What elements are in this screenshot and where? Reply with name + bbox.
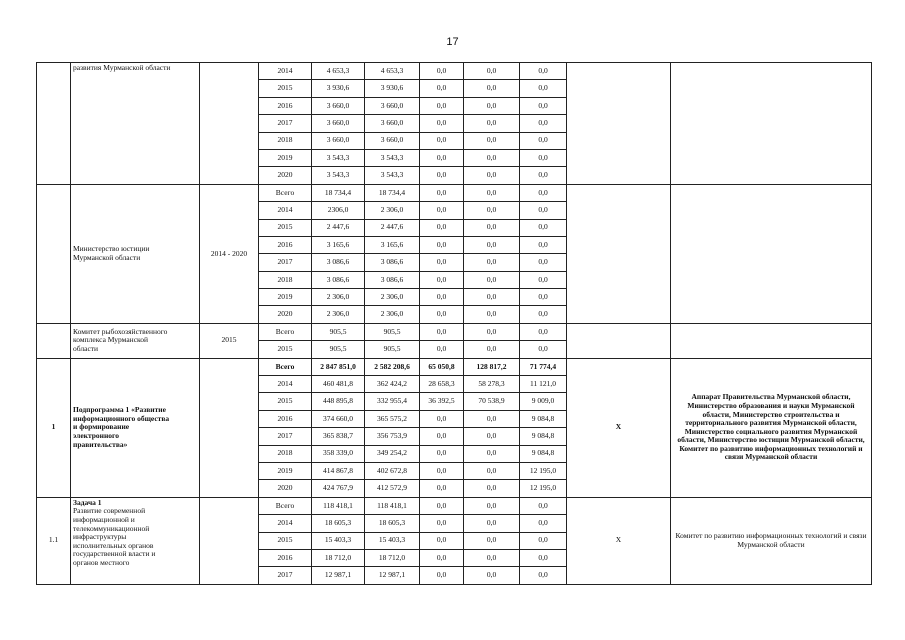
regional-cell: 412 572,9 — [365, 480, 420, 497]
other-cell: 0,0 — [520, 167, 567, 184]
section-number — [37, 63, 71, 185]
regional-cell: 3 660,0 — [365, 115, 420, 132]
regional-cell: 905,5 — [365, 341, 420, 358]
total-cell: 2306,0 — [312, 202, 365, 219]
total-cell: 374 660,0 — [312, 410, 365, 427]
section-subject — [71, 497, 200, 584]
federal-cell: 0,0 — [420, 462, 464, 479]
subject-line: органов местного — [73, 557, 130, 567]
federal-cell: 0,0 — [420, 115, 464, 132]
other-cell: 0,0 — [520, 132, 567, 149]
total-cell: 3 543,3 — [312, 149, 365, 166]
subject-line: Комитет рыбохозяйственного — [73, 326, 168, 336]
section-executor: Комитет по развитию информационных технологий и связи Мурманской области — [671, 497, 872, 584]
federal-cell: 0,0 — [420, 219, 464, 236]
local-cell: 0,0 — [464, 445, 520, 462]
regional-cell: 2 306,0 — [365, 289, 420, 306]
year-cell: 2014 — [259, 63, 312, 80]
local-cell: 0,0 — [464, 63, 520, 80]
other-cell: 0,0 — [520, 515, 567, 532]
total-cell: 2 306,0 — [312, 289, 365, 306]
other-cell: 0,0 — [520, 115, 567, 132]
regional-cell: 3 660,0 — [365, 132, 420, 149]
total-cell: 118 418,1 — [312, 497, 365, 514]
year-cell: 2015 — [259, 80, 312, 97]
section-period — [200, 358, 259, 497]
year-cell: 2019 — [259, 462, 312, 479]
regional-cell: 15 403,3 — [365, 532, 420, 549]
local-cell: 0,0 — [464, 289, 520, 306]
local-cell: 0,0 — [464, 497, 520, 514]
table-row — [37, 323, 872, 340]
other-cell: 0,0 — [520, 97, 567, 114]
federal-cell: 0,0 — [420, 445, 464, 462]
year-cell: 2014 — [259, 515, 312, 532]
other-cell: 12 195,0 — [520, 462, 567, 479]
federal-cell: 0,0 — [420, 289, 464, 306]
section-period — [200, 497, 259, 584]
local-cell: 0,0 — [464, 202, 520, 219]
local-cell: 58 278,3 — [464, 376, 520, 393]
subject-line: электронного — [73, 431, 120, 440]
year-cell: 2016 — [259, 410, 312, 427]
federal-cell: 0,0 — [420, 63, 464, 80]
regional-cell: 3 660,0 — [365, 97, 420, 114]
section-number — [37, 323, 71, 358]
section-number: 1 — [37, 358, 71, 497]
total-cell: 3 660,0 — [312, 132, 365, 149]
total-cell: 414 867,8 — [312, 462, 365, 479]
other-cell: 0,0 — [520, 219, 567, 236]
section-subject — [71, 323, 200, 358]
subject-line: Мурманской области — [73, 252, 141, 262]
year-cell: 2017 — [259, 567, 312, 584]
subject-line: области — [73, 344, 99, 354]
section-subject — [71, 184, 200, 323]
other-cell: 0,0 — [520, 341, 567, 358]
other-cell: 9 084,8 — [520, 410, 567, 427]
subject-line: инфраструктуры — [73, 532, 127, 542]
other-cell: 0,0 — [520, 289, 567, 306]
section-executor — [671, 63, 872, 185]
regional-cell: 4 653,3 — [365, 63, 420, 80]
regional-cell: 18 734,4 — [365, 184, 420, 201]
regional-cell: 3 165,6 — [365, 236, 420, 253]
other-cell: 0,0 — [520, 202, 567, 219]
year-cell: 2016 — [259, 97, 312, 114]
budget-table — [36, 62, 872, 585]
total-cell: 3 543,3 — [312, 167, 365, 184]
section-executor: Аппарат Правительства Мурманской области, Министерство образования и науки Мурманской области, Министерство строительства и территориального развития Мурманской области, Министерство социального развития Мурманской области, Министерство юстиции Мурманской области, Комитет по развитию информационных технологий и связи Мурманской области — [671, 358, 872, 497]
subject-line: исполнительных органов — [73, 540, 154, 550]
subject-line: правительства» — [73, 439, 128, 449]
federal-cell: 65 050,8 — [420, 358, 464, 375]
section-executor — [671, 323, 872, 358]
year-cell: Всего — [259, 497, 312, 514]
total-cell: 12 987,1 — [312, 567, 365, 584]
local-cell: 0,0 — [464, 115, 520, 132]
local-cell: 0,0 — [464, 149, 520, 166]
year-cell: 2018 — [259, 445, 312, 462]
year-cell: 2018 — [259, 132, 312, 149]
federal-cell: 36 392,5 — [420, 393, 464, 410]
federal-cell: 0,0 — [420, 80, 464, 97]
total-cell: 905,5 — [312, 323, 365, 340]
total-cell: 3 165,6 — [312, 236, 365, 253]
section-period — [200, 63, 259, 185]
other-cell: 0,0 — [520, 184, 567, 201]
year-cell: 2020 — [259, 167, 312, 184]
other-cell: 0,0 — [520, 149, 567, 166]
subject-line: телекоммуникационной — [73, 523, 150, 533]
table-row — [37, 358, 872, 375]
local-cell: 128 817,2 — [464, 358, 520, 375]
year-cell: 2014 — [259, 202, 312, 219]
year-cell: 2015 — [259, 532, 312, 549]
regional-cell: 402 672,8 — [365, 462, 420, 479]
section-period: 2014 - 2020 — [200, 184, 259, 323]
total-cell: 4 653,3 — [312, 63, 365, 80]
regional-cell: 2 582 208,6 — [365, 358, 420, 375]
regional-cell: 365 575,2 — [365, 410, 420, 427]
regional-cell: 2 306,0 — [365, 202, 420, 219]
regional-cell: 2 447,6 — [365, 219, 420, 236]
year-cell: 2015 — [259, 219, 312, 236]
federal-cell: 0,0 — [420, 184, 464, 201]
total-cell: 2 847 851,0 — [312, 358, 365, 375]
section-period: 2015 — [200, 323, 259, 358]
subject-line: комплекса Мурманской — [73, 335, 149, 345]
other-cell: 12 195,0 — [520, 480, 567, 497]
subject-line: Министерство юстиции — [73, 244, 150, 254]
other-cell: 0,0 — [520, 323, 567, 340]
other-cell: 0,0 — [520, 306, 567, 323]
year-cell: 2019 — [259, 149, 312, 166]
subject-line: Развитие современной — [73, 506, 146, 516]
total-cell: 3 930,6 — [312, 80, 365, 97]
year-cell: 2014 — [259, 376, 312, 393]
year-cell: Всего — [259, 323, 312, 340]
federal-cell: 0,0 — [420, 428, 464, 445]
local-cell: 0,0 — [464, 323, 520, 340]
local-cell: 0,0 — [464, 410, 520, 427]
other-cell: 0,0 — [520, 497, 567, 514]
local-cell: 0,0 — [464, 532, 520, 549]
other-cell: 0,0 — [520, 549, 567, 566]
total-cell: 448 895,8 — [312, 393, 365, 410]
federal-cell: 0,0 — [420, 202, 464, 219]
local-cell: 0,0 — [464, 462, 520, 479]
other-cell: 0,0 — [520, 271, 567, 288]
section-subject — [71, 63, 200, 185]
subject-line: Задача 1 — [73, 497, 102, 507]
total-cell: 3 086,6 — [312, 271, 365, 288]
year-cell: 2017 — [259, 115, 312, 132]
regional-cell: 905,5 — [365, 323, 420, 340]
year-cell: Всего — [259, 184, 312, 201]
local-cell: 0,0 — [464, 236, 520, 253]
other-cell: 0,0 — [520, 80, 567, 97]
local-cell: 0,0 — [464, 341, 520, 358]
federal-cell: 28 658,3 — [420, 376, 464, 393]
regional-cell: 12 987,1 — [365, 567, 420, 584]
year-cell: 2016 — [259, 549, 312, 566]
regional-cell: 332 955,4 — [365, 393, 420, 410]
local-cell: 0,0 — [464, 132, 520, 149]
section-number — [37, 184, 71, 323]
year-cell: 2018 — [259, 271, 312, 288]
federal-cell: 0,0 — [420, 306, 464, 323]
total-cell: 365 838,7 — [312, 428, 365, 445]
federal-cell: 0,0 — [420, 480, 464, 497]
section-mark — [567, 63, 671, 185]
subject-line: и формирование — [73, 422, 130, 432]
local-cell: 0,0 — [464, 167, 520, 184]
subject-line: государственной власти и — [73, 549, 156, 559]
federal-cell: 0,0 — [420, 97, 464, 114]
local-cell: 0,0 — [464, 428, 520, 445]
total-cell: 2 447,6 — [312, 219, 365, 236]
total-cell: 460 481,8 — [312, 376, 365, 393]
regional-cell: 356 753,9 — [365, 428, 420, 445]
regional-cell: 3 930,6 — [365, 80, 420, 97]
section-mark — [567, 184, 671, 323]
section-executor — [671, 184, 872, 323]
total-cell: 18 605,3 — [312, 515, 365, 532]
regional-cell: 3 543,3 — [365, 149, 420, 166]
total-cell: 424 767,9 — [312, 480, 365, 497]
year-cell: 2020 — [259, 480, 312, 497]
section-mark: X — [567, 358, 671, 497]
total-cell: 3 660,0 — [312, 97, 365, 114]
subject-line: информационного общества — [73, 413, 170, 423]
year-cell: 2015 — [259, 341, 312, 358]
total-cell: 18 734,4 — [312, 184, 365, 201]
other-cell: 9 084,8 — [520, 428, 567, 445]
other-cell: 0,0 — [520, 567, 567, 584]
regional-cell: 18 605,3 — [365, 515, 420, 532]
local-cell: 0,0 — [464, 567, 520, 584]
page-number: 17 — [446, 36, 459, 48]
federal-cell: 0,0 — [420, 497, 464, 514]
federal-cell: 0,0 — [420, 549, 464, 566]
year-cell: 2017 — [259, 428, 312, 445]
federal-cell: 0,0 — [420, 532, 464, 549]
subject-line: развития Мурманской области — [73, 63, 171, 72]
section-number: 1.1 — [37, 497, 71, 584]
table-row — [37, 497, 872, 514]
federal-cell: 0,0 — [420, 167, 464, 184]
total-cell: 358 339,0 — [312, 445, 365, 462]
year-cell: 2015 — [259, 393, 312, 410]
subject-line: информационной и — [73, 514, 135, 524]
local-cell: 0,0 — [464, 271, 520, 288]
total-cell: 3 086,6 — [312, 254, 365, 271]
local-cell: 0,0 — [464, 97, 520, 114]
other-cell: 9 009,0 — [520, 393, 567, 410]
federal-cell: 0,0 — [420, 149, 464, 166]
local-cell: 0,0 — [464, 515, 520, 532]
federal-cell: 0,0 — [420, 323, 464, 340]
federal-cell: 0,0 — [420, 341, 464, 358]
total-cell: 2 306,0 — [312, 306, 365, 323]
total-cell: 15 403,3 — [312, 532, 365, 549]
table-row — [37, 63, 872, 80]
local-cell: 0,0 — [464, 254, 520, 271]
regional-cell: 362 424,2 — [365, 376, 420, 393]
local-cell: 0,0 — [464, 480, 520, 497]
regional-cell: 2 306,0 — [365, 306, 420, 323]
local-cell: 0,0 — [464, 80, 520, 97]
other-cell: 11 121,0 — [520, 376, 567, 393]
subject-line: Подпрограмма 1 «Развитие — [73, 405, 166, 415]
section-mark: X — [567, 497, 671, 584]
local-cell: 70 538,9 — [464, 393, 520, 410]
year-cell: 2017 — [259, 254, 312, 271]
section-mark — [567, 323, 671, 358]
federal-cell: 0,0 — [420, 410, 464, 427]
total-cell: 905,5 — [312, 341, 365, 358]
federal-cell: 0,0 — [420, 254, 464, 271]
regional-cell: 3 543,3 — [365, 167, 420, 184]
other-cell: 0,0 — [520, 254, 567, 271]
total-cell: 18 712,0 — [312, 549, 365, 566]
federal-cell: 0,0 — [420, 567, 464, 584]
regional-cell: 18 712,0 — [365, 549, 420, 566]
local-cell: 0,0 — [464, 306, 520, 323]
federal-cell: 0,0 — [420, 132, 464, 149]
year-cell: Всего — [259, 358, 312, 375]
other-cell: 71 774,4 — [520, 358, 567, 375]
other-cell: 0,0 — [520, 236, 567, 253]
regional-cell: 349 254,2 — [365, 445, 420, 462]
year-cell: 2019 — [259, 289, 312, 306]
local-cell: 0,0 — [464, 549, 520, 566]
other-cell: 0,0 — [520, 63, 567, 80]
regional-cell: 3 086,6 — [365, 271, 420, 288]
other-cell: 0,0 — [520, 532, 567, 549]
federal-cell: 0,0 — [420, 271, 464, 288]
regional-cell: 118 418,1 — [365, 497, 420, 514]
local-cell: 0,0 — [464, 184, 520, 201]
total-cell: 3 660,0 — [312, 115, 365, 132]
table-row — [37, 184, 872, 201]
other-cell: 9 084,8 — [520, 445, 567, 462]
year-cell: 2016 — [259, 236, 312, 253]
section-subject — [71, 358, 200, 497]
regional-cell: 3 086,6 — [365, 254, 420, 271]
federal-cell: 0,0 — [420, 515, 464, 532]
federal-cell: 0,0 — [420, 236, 464, 253]
year-cell: 2020 — [259, 306, 312, 323]
local-cell: 0,0 — [464, 219, 520, 236]
